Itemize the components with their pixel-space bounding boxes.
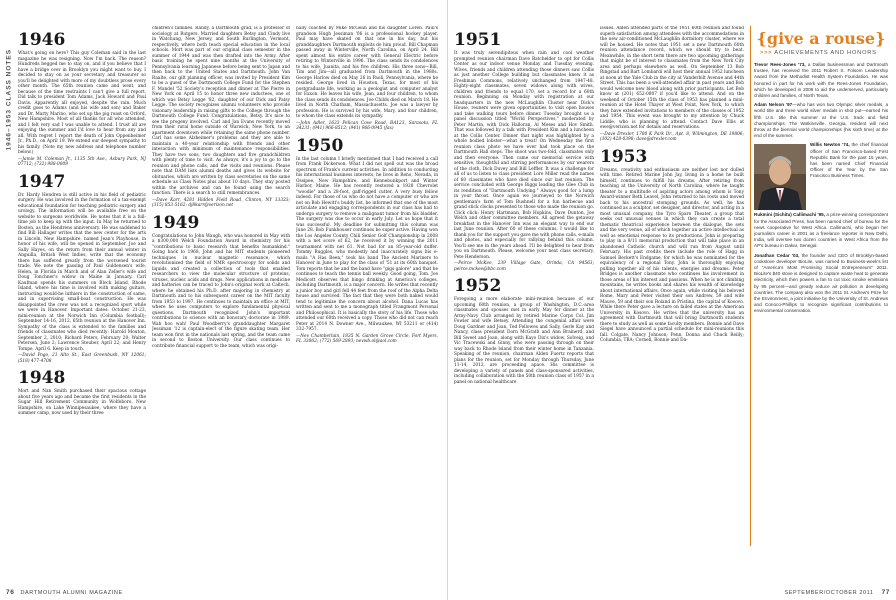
honor-item bbox=[754, 102, 888, 139]
class-note-1952-cont: issues. Alden attended parts of the 1951 60th reunion and found superb satisfaction among attendees with the accommodations in the new air-conditioned McLaughlin dormitory cluster, where we will be housed. He notes that 1951 set a new Dartmouth 60th reunion attendance record, which we should try to beat. Meanwhile, in the short term there are two upcoming gatherings that might be of interest to classmates from the New York City area and perhaps elsewhere as well. On September 13 Bob Ringstad and Bart Lombardi will host their annual 1952 luncheon at noon at the Yale Club in the city at Vanderbilt Avenue and 44th Street. This has been a well-attended affair in past years and Bob would welcome new blood along with prior participants. Let Bob know at (201) 652-0807 if you'd like to attend. And on the weekend of October 15th the class of 1953 has planned a mini-reunion at the Hotel Thayer at West Point, New York, to which they have extended invitations to members of the classes of 1952 and 1954. This event was brought to my attention by Chuck Liddle, who is planning to attend. Contact Dave Ellis at ewe@verizon.net for details and reservations. bbox=[600, 26, 744, 130]
sidebar-rule bbox=[750, 26, 751, 546]
class-note-1947: Dr. Hardy Hendren is still active in his field of pediatric surgery. He was involved in the formation of a tax-exempt educational foundation for teaching pediatric surgery and urology. The information will be available free on the website to surgeons worldwide. He notes that it is a full-time job to keep up with the input. In May he returned to Boston, as the Hendrens anniversary. He was saddened to find Bill Hallager writes that the new center for the arts in Lincoln, New Hampshire, named Jean's Playhouse, in honor of his wife, will be opened in September. Joe and Sally Hayes, on the return from their annual winter in Anguilla, British West Indies, write that the economy there has suffered greatly from the worsened tourist trade. We note the passing of Paul Guldensen's wife, Helen, in Florida in March and of Alan Zeller's wife and Doug Tonchner's widow in Maine in January. Carl Kaufman spends his summers on Block Island, Rhode Island, where his time is involved with making guitars, instructing would-be luthiers in the construction of same, and in supervising small-boat construction. He was disappointed the crew was not a recognized sport while we were in Hanover. Important dates: October 21-23, mini-reunion at the Norwich Inn (Columbia football); September 14-16, 2012, 65th reunion at the Hanover Inn. Sympathy of the class is extended to the families and friends of classmates who died recently: Harold Mouton, September 2, 2010; Richard Peters, February 20; Walter Petersen, June 2; Lawrence Steuber, April 22; and Henry Tompe, April 6. Keep in touch. bbox=[18, 192, 146, 352]
chevrons-icon: >>> bbox=[760, 50, 773, 56]
class-note-1948: Mort and Nan Smith purchased their spacious cottage about five years ago and became the first residents in the Sugar Hill Retirement Community in Wolfeboro, New Hampshire, on Lake Winnipesaukee, where they have a summer camp, now used by their three bbox=[18, 389, 146, 416]
subtitle-text: ACHIEVEMENTS AND HONORS bbox=[774, 50, 877, 56]
class-note-1953: Dreams, creativity and enthusiasm are neither lost nor dulled with time. Retired Marine John Jay, living in a home he built himself, continues to fulfill his dreams. After retiring from teaching at the University of North Carolina, where he taught theater to a multitude of aspiring actors among whom is Tony Award-winner Beth Leavel, John returned to his roots and moved back to his ancestral stomping grounds. As well, he has continued as a sculptor, set designer, and director, and acting in a most unusual company, the Tyro Spare Theater, a group that seeks out unusual venues in which they can create a total thematic theatrical experience between the dialogue, the sets and the very venue, all of which together an active intellectual as well as emotional response to its productions. John is preparing to play in a 9/11 memorial production that will take place in an abandoned Catholic church and will run from August until February. His past credits there include the role of Hagg in Samuel Beckett's Endgame, for which he was nominated for the equivalency of a regional Tony. John is thoroughly enjoying pulling together all of his talents, energies and dreams. Peter Bridges is another classmate who continues his involvement in those areas of his interest and passions. When he is not climbing mountains, he writes books and shares his wealth of knowledge about international affairs. Once again, while visiting his beloved Rome, Mary and Peter visited their son Andrew, 59 and wife Mauve, 59 and their son Roland in Pristina, the capital of Kosovo. While there Peter gave a lecture on failed states at the American University in Kosovo. He writes that the university has an agreement with Dartmouth that will bring Dartmouth students there to study as well as some faculty members. Bonnie and Dave Siegel have announced a partial schedule for mini-reunions this fall. Colgate, Nancy Johnson; Penn, Donna and Chuck Reilly; Columbia, TBA; Cornell, Bonnie and Da- bbox=[600, 167, 744, 343]
honor-item bbox=[754, 142, 888, 179]
honor-text: —who has won two Olympic silver medals, a world title and three world silver medals in shot put—earned his fifth U.S. title this summer at the U.S. track and field championships. The Watkinsville, Georgia, resident will next throw at the biennial world championships (his sixth time) at the end of the summer. bbox=[754, 102, 888, 139]
secretary-1950: —Nev Chamberlain, 1835 N. Garden Grove Circle, Fort Myers, FL 33062; (772) 569-2893; nevwb.ol@aol.com bbox=[296, 333, 438, 344]
honoree-name: Rukmini (Sichitu) Callimachi '95, bbox=[754, 212, 825, 218]
class-year-1950: 1950 bbox=[296, 135, 344, 156]
column-1 bbox=[18, 26, 146, 591]
class-note-1948-cont: children's families. Randy, a Dartmouth grad, is a professor of sociology at Rutgers. Married daughters Betsy and Cindy live in Watchung, New Jersey, and South Burlington, Vermont, respectively, where both teach special education in the local schools. Mort was part of our original class semester in the summer of 1944 and was then drafted into the Army. After basic training he spent nine months at the University of Pennsylvania learning Japanese before being sent to Japan and then back to the United States and Dartmouth. John Van Raalte, our gilt planning officer, was invited by President Kim to be a guest of the Dartmouth College Fund for the Stephen F. Mandel '52 Society's reception and dinner at The Pierre in New York on April 15 to honor three new inductees, one of which was Betsy Legge '82, daughter of our Dick and Patsy Legge. The society recognizes alumni volunteers who provide visionary leadership in raising gifts to the College through the Dartmouth College Fund. Congratulations, Betsy. It's nice to see the progeny involved. Carl and Jan Evans recently moved from their rural home outside of Warwick, New York, to an apartment downtown while retaining the same phone number. Carl has some Alzheimer's problems and they are able to maintain a 40-year relationship with friends and other interaction with minimum of maintenance responsibilities. They have two sons, two daughters and five grandchildren with plenty of time to visit. As always, it's a joy to go to the reunion and phone calls, and the visits and reunions. Please note that DAM lists alumni deaths and gives its website for obituaries, which are written by class secretaries on the same schedule as Class Notes plus about 10 days. They stay posted within the archives and can be found using the search function. There is a search to still remembrances. bbox=[152, 26, 290, 196]
class-year-1949: 1949 bbox=[152, 212, 200, 233]
secretary-1952: —Dave Drexler, 1700 K Park Dr., Apt. 8, Wilmington, DE 19806; (302) 428-0398; dave@drexler.com bbox=[600, 131, 744, 142]
secretary-1947: —David Pogo, 21 Alto St., East Greenbush, NY 12061; (518) 477-4708 bbox=[18, 353, 146, 364]
right-footer bbox=[784, 589, 890, 596]
class-note-1951: It was truly serendipitous when rain and cool weather prompted reunion chairman Dave Batchelder to opt for Collis Center as our indoor venue Monday and Tuesday evening. Wives, friends and children attending those dinners saw Collis as just another College building but classmates knew it as Freshman Commons, relatively unchanged from 1947-48. Eighty-eight classmates, seven widows along with wives, children and friends to equal 170, set a record for a 60th reunion. Beginning on Monday with registration at our headquarters in the new McLaughlin Cluster near Dick's House, reuners were given opportunities to visit open houses and take walking tours before dinner. Tuesday brought us a panel discussion titled "World Perspectives," moderated by Peter Martin, with Dick Halloran, Al Moses and Hov Smith. That was followed by a talk with President Kim and a luncheon at the Collis Center. Dinner that night was highlighted by a whole bodied lobster—what a treat! On Wednesday the first reunion class photo we have ever had took place on the Dartmouth Hall steps. The shoot was two-fold, classmates only and then everyone. Then came our memorial service with sensitive, thoughtful and stirring performances by our wearers of the cloth, Dick Duvey and Bill Leffler. It was a challenge for all of us to listen to class president Lore Miller read the names of 60 classmates who have died since our last reunion. The service concluded with George Biggs leading the Glee Club in its rendition of "Dartmouth Undying." Always good for a lump in your throat. Once again we journeyed to the Norwich gentleman's farm of Tom Bushnell for a fun barbecue and grand stick clocks presented to those who made the reunion go. Click click: Henry Hartmann, Bob Hopkins, Dave Dunton, Joe Welch and other committee members. All agreed the getaway breakfast in the Hanover Inn was an elegant way to end our last June reunion. After 60 of these columns, I would like to thank you for the support you gave me with phone calls, e-mails and photos, and especially for rallying behind this column. You'll see me in the years ahead. I'll be delighted to hear from you on Dartmouth. Please, welcome your next class secretary, Pete Henderson. bbox=[454, 51, 594, 260]
give-a-rouse-subtitle bbox=[760, 50, 888, 56]
page-number-right: 77 bbox=[881, 589, 890, 596]
secretary-1949: —John Adler, 1633 Pelican Cove Road, BA123, Sarasota, FL 34231; (941) 966-8512; (941) 966-0945 (fax) bbox=[296, 120, 438, 131]
class-note-1949: Congratulations to John Waugh, who was honored in May with a $300,000 Welch Foundation Award in chemistry for his "contributions to basic research that benefits humankind." Going back to 1968, John and his MIT students pioneered techniques in nuclear magnetic resonance, which revolutionized the field of NMR spectroscopy for solids and liquids and created a collection of tools that enabled researchers to view the molecular structure of proteins, viruses, nucleic acids and drugs. New applications in medicine and batteries can be traced to John's original work at Caltech, where he obtained his Ph.D. after majoring in chemistry at Dartmouth and to his subsequent career on the MIT faculty from 1953 to 1997. He continues to maintain an office at MIT, where he uses computers to explore fundamental physical questions. Dartmouth recognized John's important contributions to science with an honorary doctorate in 1989. Wah hoo wah! Paul Woodberry's granddaughter Margaret Jessiman '12 is captain-elect of the figure skating team. Her team won first in the nationals last spring, and the team came in second to Boston University. Our class continues to contribute financial support to the team, which was origi- bbox=[152, 233, 290, 349]
page-number-left: 76 bbox=[6, 589, 15, 596]
honoree-name: Willis Newton '74, bbox=[810, 142, 850, 148]
class-year-1948: 1948 bbox=[18, 368, 66, 388]
honor-text: the chief financial officer of San Francisco-based First Republic Bank for the past 15 years, has been named Chief Financial Officer of the Year by the San Francisco Business Times. bbox=[810, 142, 888, 179]
secretary-1948: —Dave Karr, 4281 Hidden Field Road, Clinton, NY 13323; (315) 853-5162; dj8karr@verizon.net bbox=[152, 197, 290, 208]
column-5 bbox=[600, 26, 744, 591]
honor-item bbox=[754, 253, 888, 315]
column-2 bbox=[152, 26, 290, 591]
left-footer bbox=[6, 589, 123, 596]
magazine-title: DARTMOUTH ALUMNI MAGAZINE bbox=[20, 590, 123, 596]
class-note-1952: Foregoing a more elaborate mini-reunion because of our upcoming 60th reunion, a group of Washington, D.C.-area classmates and spouses met in early May for dinner at the Army-Navy Club arranged by retired Marine Corps Col. Jim Fowler and wife Betsey. Attending the congenial affair were Doug Gardner and Joan, Ted Fellowes and Sally, Gerle Kay and Nancy, class president Dorn McGrath and Ann Brainerd, and Bill Sweet and Joan, along with Kayo Dix's widow, Solveig, and Vic Tracewski and Ginny, who were passing through on their way back to Rhode Island from their winter home in Tanzania. Speaking of the reunion, chairman Alden Fuertz reports that plans for the reunion, set for Monday through Thursday, June 11-14, 2012, are proceeding apace. His committee is developing a variety of panels and class-sponsored activities, including collaboration with the 50th reunion class of 1957 in a panel on national healthcare bbox=[454, 297, 594, 385]
honor-item bbox=[754, 212, 888, 249]
honor-text: a Dallas businessman and Dartmouth trustee, has received the 2011 Robert S. Folsom Leadership Award from the Methodist Health System Foundation. He was honored in part for his work with the Rees-Jones Foundation, which he developed in 2006 to aid the underserved, particularly children and families, of North Texas. bbox=[754, 62, 888, 99]
honor-item bbox=[754, 62, 888, 99]
issue-date: SEPTEMBER/OCTOBER 2011 bbox=[784, 590, 874, 596]
give-a-rouse-title: {give a rouse} bbox=[756, 30, 886, 48]
honoree-name: Adam Nelson '97 bbox=[754, 102, 793, 108]
class-year-1951: 1951 bbox=[454, 30, 502, 50]
honor-text: a prize-winning correspondent for the Associated Press, has been named chief of bureau for the news cooperative for West Africa. Callimachi, who began her journalism career in 2001 as a freelance reporter in New Delhi, India, will oversee two dozen countries in West Africa from the AP's bureau in Dakar, Senegal. bbox=[754, 212, 888, 249]
right-page bbox=[448, 0, 896, 600]
class-note-1950: In the last column I briefly mentioned that I had received a call from Frank Dickerson. What I did not spell out was the broad spectrum of Frank's current activities. In addition to conducting his international business interests, he lives in Reno, Nevada, in Ossipee, New Hampshire, and Kennebunkport and Winter Harbor, Maine. He has recently restored a 1928 Chevrolet "woodie" and a 28-foot, gaff-rigged cutter. A very busy fellow indeed. For those of us who do not have a computer or who are not on Bob Hewitt's buddy list, be informed that one of the most articulate and engaging correspondents in our class has had to undergo surgery to remove a malignant tumor from his bladder. The surgery was due to occur in early July. Let us hope that it was successful. My deadline for submitting this column was June 28. Bob Funkhouser continues be super active. Having won the Los Angeles County Chili Senior Golf Championship in 2008 with a net score of 62, he received it by winning the 2011 tournament with net 61. Not bad for an 85-year-old duffer. Tommy Ruggles, who modestly and inaccurately signs his e-mails "A Has Been," took his band The Ancient Mariners to Hanover in June to play for the class of '51 at its 60th banquet. Tom reports that he and the band have "gigs galore" and that he continues to teach the tennis ball weekly. Good going, Tom. Joe Medicott observes that bingo drinking at America's colleges, including Dartmouth, is a major concern. He writes that recently a junior boy and girl fell 44 feet from the roof of the Alpha Delta house and survived. The fact that they were both naked would tend to legitimize the concern about alcohol. Dana Lucas has written and sent to me a monograph titled Frangmont Personal and Philosophical. It is basically the story of his life. Those who attended our 60th received a copy. Those who did not can reach Peter at 2014 N. Downer Ave., Milwaukee, WI 53211 or (414) 332-7957. bbox=[296, 156, 438, 332]
class-notes-side-tab bbox=[4, 28, 13, 158]
class-note-1946: What's going on here? This guy Coleman said in the last magazine he was resigning. Now I'm back. The reason? Hundreds begged me to stay on, and if you believe that I have a bridge over in Brooklyn you might want to buy. I decided to stay on as your secretary and treasurer so you'll be delighted with more of my doubtless prose every other month. The 65th reunion came and went, and because of the time restraints I can't give a full report. Did talk to president Tom Adams, Jack Howard and Paul Davis. Apparently all enjoyed, despite the rain. Much credit goes to Adams (and his wife and son) and Baker and Dr. Marty Marino, who set up the pig roast on Orford, New Hampshire. Most of all thanks for all who attended, and I felt very sad I was unable to attend. I trust all are enjoying the summer and I'd love to hear from any and all. With regret I report the death of John Oppenheimer Jr., Ph.D., on April 19. We extend our deepest sympathy to his family. (Note my new address and telephone number below.) bbox=[18, 51, 146, 155]
secretary-1946: —Jamie M. Coleman Jr., 1135 5th Ave., Asbury Park, NJ 07712; (732) 988-0009 bbox=[18, 156, 146, 167]
honoree-name: Trevor Rees-Jones '73, bbox=[754, 62, 806, 67]
column-4 bbox=[454, 26, 594, 591]
honoree-name: Jonathan Cedar '03, bbox=[754, 252, 800, 258]
class-year-1953: 1953 bbox=[600, 146, 648, 167]
class-note-1949-cont: nally coached by Mike McGean and his daughter Loren. Paul's grandson Hugh Jessiman '06 is a professional hockey player. Paul may have skated on that one in his day, but his granddaughters Dartmouth exploits do him proud. Bill Chapman passed away in Winterville, North Carolina, on April 24. Bill spent almost his entire career with General Electric before retiring to Winterville in 1996. The class sends its condolences to his wife, Juanita, and his five children. His three sons—Bill, Tim and Jim—all graduated from Dartmouth in the 1980s. George Harlow died on May 26 in Paoli, Pennsylvania, where he resided. George lived in Houston, Texas, for most of his postgraduate life, working as a geologist and computer analyst for Exxon. He leaves his wife, Jean, and four children, to whom the class sends its condolences. Joe Childs died on March 18. He lived in North Chatham, Massachusetts. Joe was a lawyer by profession. He is survived by his wife, Mary, and four children, to whom the class extends its sympathy. bbox=[296, 26, 438, 119]
give-a-rouse-sidebar bbox=[754, 30, 888, 550]
side-tab-label: 1946–1953 CLASS NOTES bbox=[5, 48, 13, 151]
class-year-1947: 1947 bbox=[18, 171, 66, 192]
class-year-1946: 1946 bbox=[18, 30, 66, 50]
honor-text: the founder and CEO of Brooklyn-based cookstove developer BioLite, was named to Business-week's list of "America's Most Promising Social Entrepreneurs" 2011. BioLite's $40 stove is designed to capture waste heat to generate electricity, which then powers a fan to cut toxic smoke emissions by 95 percent—and greatly reduce air pollution in developing countries. The company also won the 2011 St. Andrew's Prize for the Environment, a joint initiative by the University of St. Andrews and Conoco-Phillips to recognize significant contributions to environmental conservation. bbox=[754, 252, 888, 314]
class-year-1952: 1952 bbox=[454, 276, 502, 296]
secretary-1951: —Peirce McKee, 239 Village Gate, Orinda, CA 94563; peirce.mckee@bbc.com bbox=[454, 261, 594, 272]
portrait-photo bbox=[754, 144, 806, 210]
achievements-text bbox=[754, 62, 888, 315]
column-3 bbox=[296, 26, 438, 591]
